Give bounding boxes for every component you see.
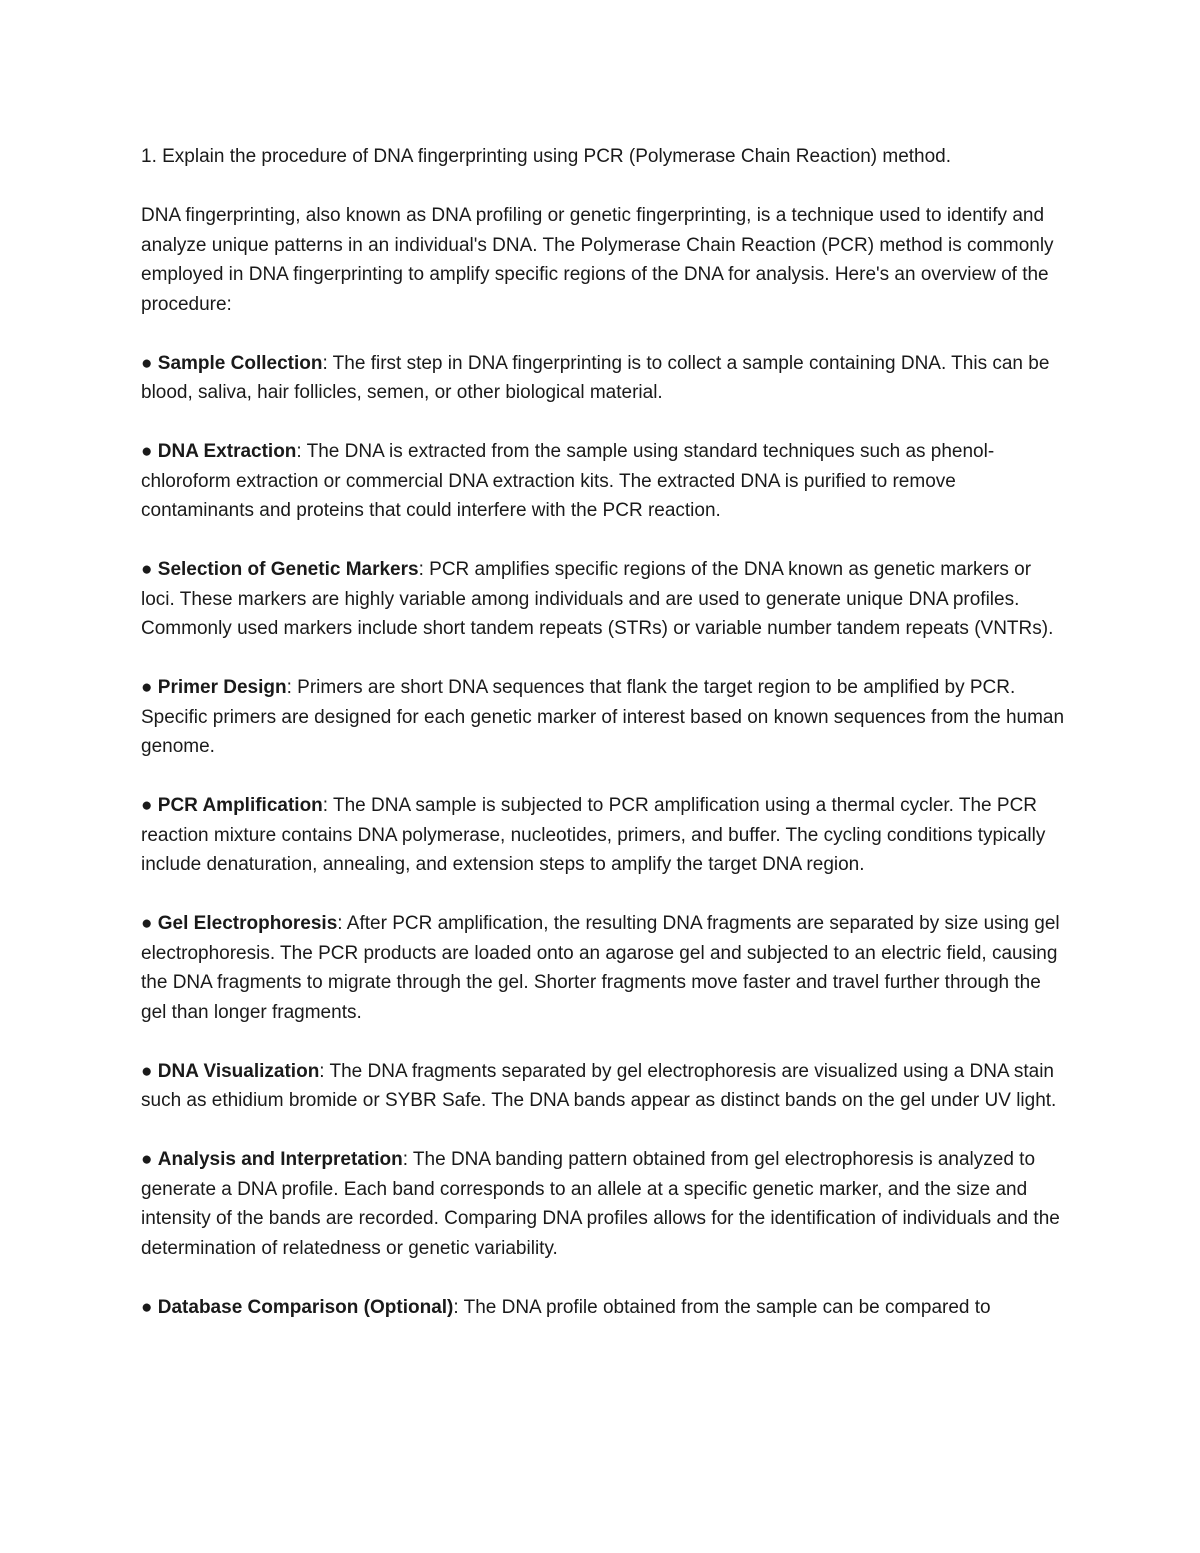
bullet-dot: ● xyxy=(141,559,153,580)
bullet-dot: ● xyxy=(141,1296,153,1318)
intro-paragraph: DNA fingerprinting, also known as DNA profiling or genetic fingerprinting, is a technique used to identify and analyze unique patterns in an individual's DNA. The Polymerase Chain Reaction (PCR) method is commonly employed in DNA fingerprinting to amplify specific regions of the DNA for analysis. Here's an overview of the procedure: xyxy=(141,205,1054,315)
question-heading: 1. Explain the procedure of DNA fingerprinting using PCR (Polymerase Chain Reaction) method. xyxy=(141,146,952,167)
bullet-text: : PCR amplifies specific regions of the DNA known as genetic markers or loci. These markers are highly variable among individuals and are used to generate unique DNA profiles. Commonly used markers include short tandem repeats (STRs) or variable number tandem repeats (VNTRs). xyxy=(141,559,1054,639)
bullet-text: : The DNA is extracted from the sample using standard techniques such as phenol-chloroform extraction or commercial DNA extraction kits. The extracted DNA is purified to remove contaminants and proteins that could interfere with the PCR reaction. xyxy=(141,441,995,521)
bullet-text: : The DNA profile obtained from the sample can be compared to xyxy=(453,1296,991,1318)
bullet-item xyxy=(141,791,1066,880)
bullet-dot: ● xyxy=(141,1060,153,1082)
bullet-dot: ● xyxy=(141,441,153,462)
bullet-dot: ● xyxy=(141,677,153,698)
bullet-item xyxy=(141,349,1066,408)
bullet-dot: ● xyxy=(141,795,153,816)
bullet-item xyxy=(141,437,1066,526)
bullet-term: Gel Electrophoresis xyxy=(157,913,338,934)
document-body xyxy=(141,142,1066,1352)
bullet-item xyxy=(141,1293,1066,1323)
bullet-text: : The first step in DNA fingerprinting is to collect a sample containing DNA. This can be blood, saliva, hair follicles, semen, or other biological material. xyxy=(141,352,1050,403)
bullet-text: : Primers are short DNA sequences that flank the target region to be amplified by PCR. Specific primers are designed for each genetic marker of interest based on known sequences from the human genome. xyxy=(141,677,1065,757)
bullet-item xyxy=(141,555,1066,644)
bullet-term: Analysis and Interpretation xyxy=(157,1149,403,1170)
bullet-text: : The DNA sample is subjected to PCR amplification using a thermal cycler. The PCR reaction mixture contains DNA polymerase, nucleotides, primers, and buffer. The cycling conditions typically include denaturation, annealing, and extension steps to amplify the target DNA region. xyxy=(141,795,1046,875)
bullet-term: DNA Extraction xyxy=(157,441,297,462)
bullet-item xyxy=(141,1057,1066,1116)
bullet-item xyxy=(141,1145,1066,1263)
bullet-dot: ● xyxy=(141,1149,153,1170)
bullet-term: DNA Visualization xyxy=(157,1060,320,1082)
bullet-item xyxy=(141,673,1066,762)
bullet-text: : The DNA fragments separated by gel electrophoresis are visualized using a DNA stain such as ethidium bromide or SYBR Safe. The DNA bands appear as distinct bands on the gel under UV light. xyxy=(141,1060,1057,1111)
bullet-term: Sample Collection xyxy=(157,352,323,374)
bullet-dot: ● xyxy=(141,913,153,934)
bullet-text: : After PCR amplification, the resulting DNA fragments are separated by size using gel electrophoresis. The PCR products are loaded onto an agarose gel and subjected to an electric field, causing the DNA fragments to migrate through the gel. Shorter fragments move faster and travel further through the gel than longer fragments. xyxy=(141,913,1060,1023)
bullet-term: Selection of Genetic Markers xyxy=(157,559,419,580)
bullet-term: Primer Design xyxy=(157,677,287,698)
bullet-dot: ● xyxy=(141,352,153,374)
bullet-term: Database Comparison (Optional) xyxy=(157,1296,454,1318)
bullet-text: : The DNA banding pattern obtained from gel electrophoresis is analyzed to generate a DNA profile. Each band corresponds to an allele at a specific genetic marker, and the size and intensity of the bands are recorded. Comparing DNA profiles allows for the identification of individuals and the determination of relatedness or genetic variability. xyxy=(141,1149,1060,1259)
bullet-item xyxy=(141,909,1066,1027)
bullet-term: PCR Amplification xyxy=(157,795,323,816)
